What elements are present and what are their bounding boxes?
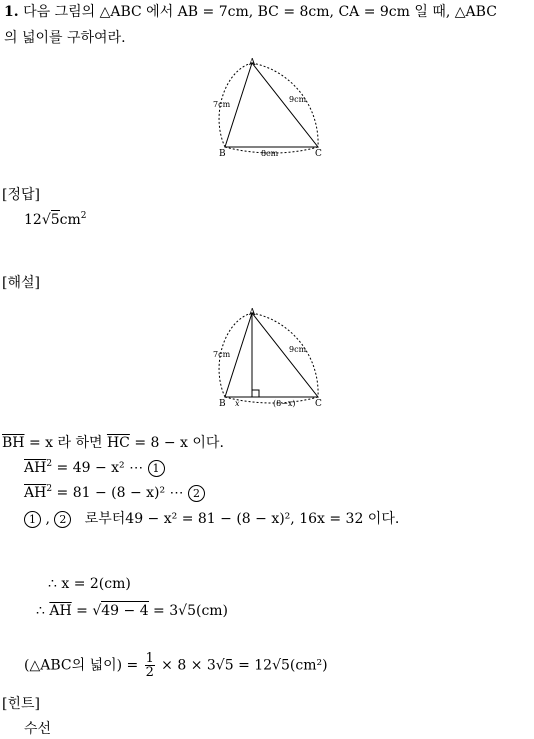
vertex-c: C bbox=[315, 149, 322, 159]
problem-line-1 bbox=[4, 5, 497, 19]
label-ca: 9cm bbox=[289, 95, 307, 104]
explanation-line-1: $\overline{BH} = x$ 라 하면 $\overline{HC} = 8 - x$ 이다. bbox=[2, 435, 224, 451]
equation-1: $\overline{AH}^2 = 49 - x^2$ ⋯ 1 bbox=[24, 460, 165, 477]
triangle-figure-1 bbox=[205, 55, 335, 160]
therefore-ah: ∴ $\overline{AH} = √49 - 4 = 3√5(cm)$ bbox=[36, 603, 229, 619]
right-angle-mark bbox=[252, 390, 259, 397]
answer-header: [정답] bbox=[2, 187, 40, 203]
hint-header: [힌트] bbox=[2, 696, 40, 712]
triangle-figure-2 bbox=[205, 305, 335, 410]
label-ab: 7cm bbox=[213, 100, 231, 109]
problem-number: 1. bbox=[4, 4, 19, 20]
label-bc: 8cm bbox=[261, 149, 279, 158]
vertex-a: A bbox=[249, 58, 256, 68]
label-hc: (8−x) bbox=[273, 399, 296, 408]
vertex-a: A bbox=[249, 308, 256, 318]
problem-text-1: 다음 그림의 △ABC 에서 AB = 7cm, BC = 8cm, CA = 9cm 일 때, △ABC bbox=[23, 4, 497, 20]
fraction-half: $\frac{1}{2}$ bbox=[145, 651, 154, 680]
label-ca: 9cm bbox=[289, 345, 307, 354]
vertex-b: B bbox=[219, 149, 226, 159]
equation-3: 1 , 2 로부터49 − x² = 81 − (8 − x)², 16x = 32 이다. bbox=[24, 511, 399, 528]
vertex-c: C bbox=[315, 399, 322, 409]
problem-text-2: 의 넓이를 구하여라. bbox=[4, 30, 126, 46]
answer-value: $12√5cm^2$ bbox=[24, 211, 87, 228]
vertex-b: B bbox=[219, 399, 226, 409]
explanation-header: [해설] bbox=[2, 275, 40, 291]
equation-2: $\overline{AH}^2 = 81 - (8 - x)^2$ ⋯ 2 bbox=[24, 485, 205, 502]
hint-text: 수선 bbox=[24, 721, 52, 737]
label-ab: 7cm bbox=[213, 350, 231, 359]
label-bh: x bbox=[235, 399, 240, 408]
area-formula: (△ABC의 넓이) = $\frac{1}{2}$ × 8 × 3√5 = 12√5(cm²) bbox=[24, 651, 328, 680]
therefore-x: ∴ x = 2(cm) bbox=[48, 576, 131, 592]
